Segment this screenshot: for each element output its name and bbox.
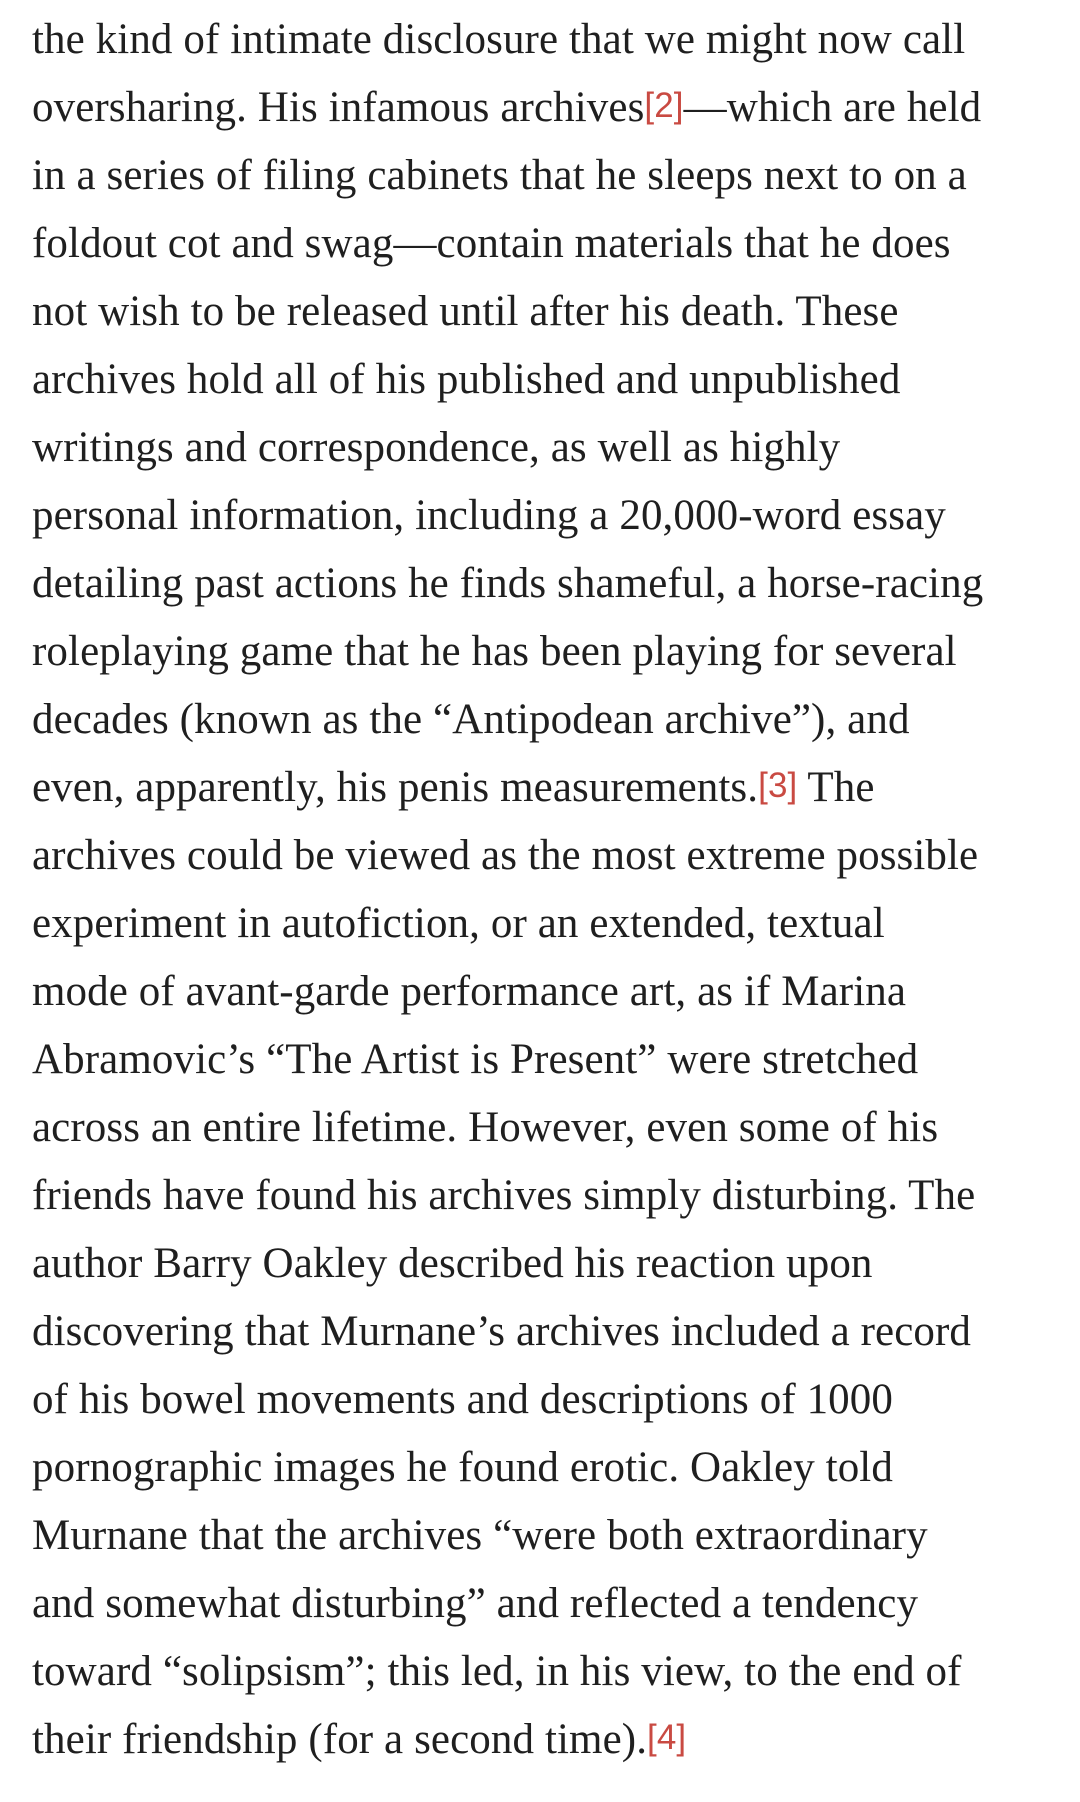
text-line	[32, 1230, 1062, 1298]
text-line	[32, 6, 1062, 74]
text-segment: pornographic images he found erotic. Oakley told	[32, 1444, 893, 1491]
text-line	[32, 958, 1062, 1026]
text-line	[32, 1502, 1062, 1570]
cut-line-text	[32, 0, 538, 6]
text-line	[32, 278, 1062, 346]
footnote-link[interactable]: [4]	[647, 1718, 687, 1757]
text-segment: writings and correspondence, as well as highly	[32, 424, 841, 471]
text-segment: mode of avant-garde performance art, as if Marina	[32, 968, 907, 1015]
text-line	[32, 1638, 1062, 1706]
text-line	[32, 618, 1062, 686]
text-segment: discovering that Murnane’s archives included a record	[32, 1308, 972, 1355]
text-segment: detailing past actions he finds shameful, a horse-racing	[32, 560, 984, 607]
text-segment: in a series of filing cabinets that he sleeps next to on a	[32, 152, 967, 199]
text-segment: toward “solipsism”; this led, in his view, to the end of	[32, 1648, 962, 1695]
text-line	[32, 1366, 1062, 1434]
text-segment: author Barry Oakley described his reaction upon	[32, 1240, 873, 1287]
text-line	[32, 210, 1062, 278]
text-line	[32, 686, 1062, 754]
text-line	[32, 890, 1062, 958]
text-segment: the kind of intimate disclosure that we might now call	[32, 16, 966, 63]
footnote-link[interactable]: [2]	[644, 86, 684, 125]
text-line	[32, 1434, 1062, 1502]
text-line	[32, 346, 1062, 414]
text-segment: oversharing. His infamous archives	[32, 84, 645, 131]
text-line	[32, 1298, 1062, 1366]
text-segment: even, apparently, his penis measurements.	[32, 764, 759, 811]
text-segment: archives hold all of his published and unpublished	[32, 356, 901, 403]
article-body	[32, 0, 1062, 1774]
text-line	[32, 822, 1062, 890]
text-segment: experiment in autofiction, or an extended, textual	[32, 900, 885, 947]
text-segment: their friendship (for a second time).	[32, 1716, 648, 1763]
text-line	[32, 414, 1062, 482]
text-segment: friends have found his archives simply disturbing. The	[32, 1172, 976, 1219]
footnote-link[interactable]: [3]	[758, 766, 798, 805]
text-segment: archives could be viewed as the most extreme possible	[32, 832, 979, 879]
paragraph	[32, 6, 1062, 1774]
partially-visible-line	[32, 0, 1062, 6]
text-line	[32, 1094, 1062, 1162]
text-line	[32, 1026, 1062, 1094]
text-segment: —which are held	[683, 84, 982, 131]
text-line	[32, 142, 1062, 210]
text-line	[32, 1162, 1062, 1230]
text-segment: decades (known as the “Antipodean archive”), and	[32, 696, 910, 743]
text-segment: not wish to be released until after his death. These	[32, 288, 899, 335]
text-line	[32, 1706, 1062, 1774]
text-line	[32, 1570, 1062, 1638]
text-line	[32, 550, 1062, 618]
text-segment: foldout cot and swag—contain materials that he does	[32, 220, 951, 267]
text-line	[32, 74, 1062, 142]
text-segment: personal information, including a 20,000-word essay	[32, 492, 946, 539]
text-segment: across an entire lifetime. However, even some of his	[32, 1104, 939, 1151]
text-segment: of his bowel movements and descriptions of 1000	[32, 1376, 893, 1423]
text-line	[32, 754, 1062, 822]
text-segment: and somewhat disturbing” and reflected a tendency	[32, 1580, 919, 1627]
text-segment: roleplaying game that he has been playing for several	[32, 628, 957, 675]
text-segment: The	[797, 764, 875, 811]
text-segment: Murnane that the archives “were both extraordinary	[32, 1512, 928, 1559]
text-segment: Abramovic’s “The Artist is Present” were stretched	[32, 1036, 919, 1083]
text-line	[32, 482, 1062, 550]
